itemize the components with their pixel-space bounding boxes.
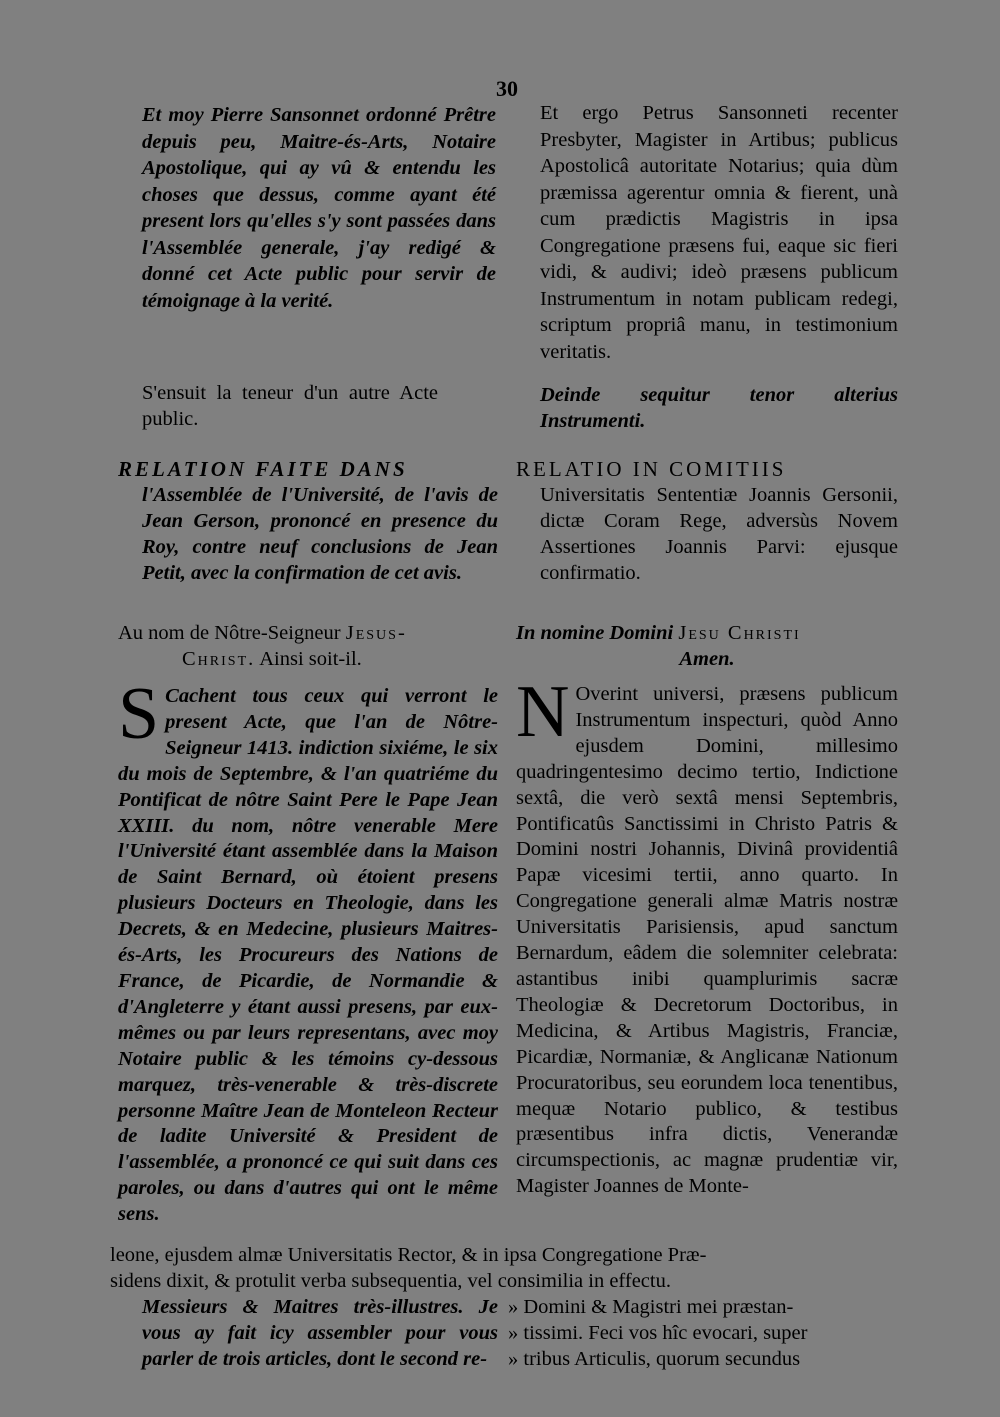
drop-cap-n: N: [516, 671, 570, 753]
invocation-fr: Au nom de Nôtre-Seigneur Jesus- Christ. Ainsi soit-il.: [118, 622, 407, 670]
relation-title-la: RELATIO IN COMITIIS: [516, 457, 787, 481]
body-la: N Overint universi, præsens publicum Instrumentum inspecturi, quòd Anno ejusdem Domini, millesimo quadringentesimo decimo tertio, Indictione sextâ, die verò sextâ mensi Septembris, Pontificatûs Sanctissimi in Christo Patris & Domini nostri Johannis, Divinâ providentiâ Papæ vicesimi tertii, anno quarto. In Congregatione generali almæ Matris nostræ Universitatis Parisiensis, apud sanctum Bernardum, eâdem die solemniter celebrata: astantibus inibi quamplurimis sacræ Theologiæ & Decretorum Doctoribus, in Medicina, & Artibus Magistris, Franciæ, Picardiæ, Normaniæ, & Anglicanæ Nationum Procuratoribus, seu eorundem loca tenentibus, mequæ Notario publico, & testibus præsentibus infra dictis, Venerandæ circumspectionis, ac magnæ prudentiæ vir, Magister Joannes de Monte-: [516, 671, 898, 1198]
notary-paragraph-la: Et ergo Petrus Sansonneti recenter Presbyter, Magister in Artibus; publicus Apostolicâ autoritate Notarius; quia dùm præmissa agerentur omnia & fierent, unà cum prædictis Magistris in ipsa Congregatione præsens fui, eaque sic fieri vidi, & audivi; ideò præsens publicum Instrumentum in notam publicam redegi, scriptum propriâ manu, in testimonium veritatis.: [540, 102, 898, 363]
invocation-name-la: Jesu Christi: [678, 622, 801, 644]
relation-body-fr: l'Assemblée de l'Université, de l'avis de Jean Gerson, prononcé en presence du Roy, contre neuf conclusions de Jean Petit, avec la confirmation de cet avis.: [142, 484, 498, 584]
closing-la: » Domini & Magistri mei præstan- » tissimi. Feci vos hîc evocari, super » tribus Articulis, quorum secundus: [508, 1296, 808, 1370]
relation-fr: [118, 456, 498, 586]
closing-fr: Messieurs & Maitres très-illustres. Je vous ay fait icy assembler pour vous parler de trois articles, dont le second re-: [142, 1296, 498, 1370]
drop-cap-s: S: [118, 673, 160, 755]
relation-title-fr: RELATION FAITE DANS: [118, 457, 408, 481]
page-number: 30: [496, 76, 518, 101]
full-width-text: leone, ejusdem almæ Universitatis Rector, & in ipsa Congregatione Præ- sidens dixit, & protulit verba subsequentia, vel consimilia in effectu.: [110, 1244, 707, 1292]
relation-la: [516, 456, 898, 586]
body-fr: S Cachent tous ceux qui verront le present Acte, que l'an de Nôtre-Seigneur 1413. indiction sixiéme, le six du mois de Septembre, & l'an quatriéme du Pontificat de nôtre Saint Pere le Pape Jean XXIII. du nom, nôtre venerable Mere l'Université étant assemblée dans la Maison de Saint Bernard, où étoient presens plusieurs Docteurs en Theologie, dans les Decrets, & en Medecine, plusieurs Maitres-és-Arts, les Procureurs des Nations de France, de Picardie, de Normandie & d'Angleterre y étant aussi presens, par eux-mêmes ou par leurs representans, avec moy Notaire public & les témoins cy-dessous marquez, très-venerable & très-discrete personne Maître Jean de Monteleon Recteur de ladite Université & President de l'assemblée, a prononcé ce qui suit dans ces paroles, ou dans d'autres qui ont le même sens.: [118, 673, 498, 1226]
invocation-name-fr-1: Jesus-: [345, 622, 407, 644]
invocation-name-fr-2: Christ.: [182, 648, 256, 670]
notary-paragraph-fr: Et moy Pierre Sansonnet ordonné Prêtre depuis peu, Maitre-és-Arts, Notaire Apostolique, qui ay vû & entendu les choses que dessus, comme ayant été present lors qu'elles s'y sont passées dans l'Assemblée generale, j'ay redigé & donné cet Acte public pour servir de témoignage à la verité.: [142, 104, 496, 312]
invocation-la: In nomine Domini Jesu Christi Amen.: [516, 622, 801, 670]
ensuit-fr: S'ensuit la teneur d'un autre Acte public.: [142, 382, 438, 430]
ensuit-la: Deinde sequitur tenor alterius Instrumenti.: [540, 384, 898, 432]
relation-body-la: Universitatis Sententiæ Joannis Gersonii, dictæ Coram Rege, adversùs Novem Assertiones Joannis Parvi: ejusque confirmatio.: [540, 484, 898, 584]
